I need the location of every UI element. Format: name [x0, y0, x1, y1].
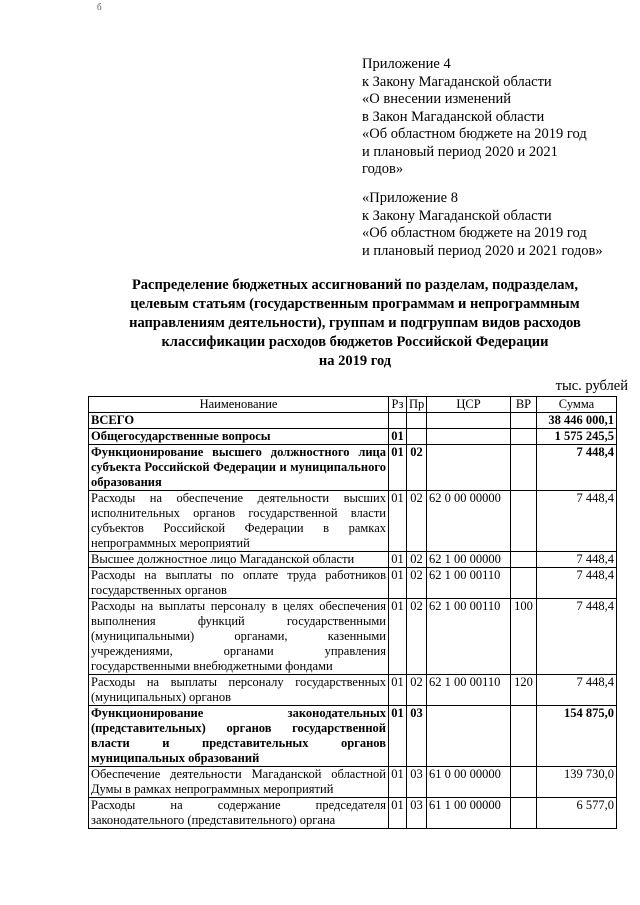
cell-pr: 02 [407, 675, 427, 706]
cell-csr: 62 1 00 00000 [427, 552, 511, 568]
cell-csr [427, 429, 511, 445]
table-header-row [89, 397, 617, 413]
col-header-csr: ЦСР [427, 397, 511, 413]
title-line: Распределение бюджетных ассигнований по разделам, подразделам, [131, 277, 579, 293]
cell-vr [511, 706, 537, 767]
cell-name: Функционирование законодательных (представительных) органов государственной власти и представительных органов муниципальных образований [89, 706, 389, 767]
cell-name: Общегосударственные вопросы [89, 429, 389, 445]
cell-rz: 01 [389, 429, 407, 445]
cell-name: Обеспечение деятельности Магаданской областной Думы в рамках непрограммных мероприятий [89, 767, 389, 798]
cell-rz: 01 [389, 599, 407, 675]
cell-pr: 03 [407, 706, 427, 767]
appendix-line: годов» [362, 161, 404, 177]
cell-pr [407, 413, 427, 429]
cell-sum: 7 448,4 [537, 491, 617, 552]
cell-csr: 62 1 00 00110 [427, 568, 511, 599]
appendix-line: в Закон Магаданской области [362, 108, 545, 125]
table-row [89, 706, 617, 767]
cell-rz [389, 413, 407, 429]
cell-rz: 01 [389, 445, 407, 491]
cell-pr: 02 [407, 491, 427, 552]
cell-pr: 02 [407, 568, 427, 599]
table-row [89, 767, 617, 798]
cell-name: Расходы на выплаты по оплате труда работников государственных органов [89, 568, 389, 599]
cell-sum: 7 448,4 [537, 552, 617, 568]
corner-mark: б [97, 2, 102, 12]
cell-sum: 154 875,0 [537, 706, 617, 767]
cell-vr [511, 568, 537, 599]
document-title [100, 276, 610, 371]
appendix-line: к Закону Магаданской области [362, 207, 552, 224]
cell-rz: 01 [389, 675, 407, 706]
cell-name: Функционирование высшего должностного лица субъекта Российской Федерации и муниципального образования [89, 445, 389, 491]
budget-table [88, 396, 617, 829]
appendix-line: «Приложение 8 [362, 190, 458, 206]
title-line: классификации расходов бюджетов Российской Федерации [161, 334, 549, 350]
cell-pr: 03 [407, 767, 427, 798]
cell-vr [511, 798, 537, 829]
cell-pr [407, 429, 427, 445]
cell-rz: 01 [389, 767, 407, 798]
appendix-line: «Об областном бюджете на 2019 год [362, 225, 587, 241]
cell-rz: 01 [389, 552, 407, 568]
table-row [89, 413, 617, 429]
col-header-sum: Сумма [537, 397, 617, 413]
table-row [89, 798, 617, 829]
cell-csr [427, 706, 511, 767]
table-row [89, 599, 617, 675]
cell-rz: 01 [389, 491, 407, 552]
appendix-8-reference [362, 190, 603, 260]
appendix-line: «О внесении изменений [362, 91, 512, 107]
cell-rz: 01 [389, 568, 407, 599]
cell-sum: 6 577,0 [537, 798, 617, 829]
cell-pr: 02 [407, 552, 427, 568]
cell-name: Расходы на выплаты персоналу в целях обеспечения выполнения функций государственными (муниципальными) органами, казенными учреждениями, органами управления государственными внебюджетными фондами [89, 599, 389, 675]
cell-vr [511, 429, 537, 445]
cell-sum: 1 575 245,5 [537, 429, 617, 445]
cell-pr: 02 [407, 599, 427, 675]
appendix-line: и плановый период 2020 и 2021 [362, 143, 558, 160]
cell-sum: 38 446 000,1 [537, 413, 617, 429]
cell-pr: 02 [407, 445, 427, 491]
cell-rz: 01 [389, 798, 407, 829]
appendix-4-reference [362, 56, 587, 179]
title-line: направлениям деятельности), группам и подгруппам видов расходов [129, 315, 581, 331]
cell-vr [511, 491, 537, 552]
col-header-pr: Пр [407, 397, 427, 413]
table-row [89, 568, 617, 599]
col-header-vr: ВР [511, 397, 537, 413]
table-body [89, 413, 617, 829]
col-header-rz: Рз [389, 397, 407, 413]
table-row [89, 491, 617, 552]
cell-name: ВСЕГО [89, 413, 389, 429]
cell-csr: 62 1 00 00110 [427, 599, 511, 675]
cell-vr [511, 413, 537, 429]
cell-name: Расходы на содержание председателя законодательного (представительного) органа [89, 798, 389, 829]
cell-csr: 61 1 00 00000 [427, 798, 511, 829]
cell-pr: 03 [407, 798, 427, 829]
cell-name: Расходы на выплаты персоналу государственных (муниципальных) органов [89, 675, 389, 706]
appendix-line: к Закону Магаданской области [362, 73, 552, 90]
cell-csr: 61 0 00 00000 [427, 767, 511, 798]
cell-csr: 62 1 00 00110 [427, 675, 511, 706]
cell-csr: 62 0 00 00000 [427, 491, 511, 552]
appendix-line: Приложение 4 [362, 56, 451, 72]
cell-vr: 100 [511, 599, 537, 675]
cell-vr [511, 445, 537, 491]
table-row [89, 445, 617, 491]
cell-sum: 7 448,4 [537, 568, 617, 599]
cell-sum: 7 448,4 [537, 675, 617, 706]
cell-csr [427, 445, 511, 491]
cell-vr: 120 [511, 675, 537, 706]
title-line: целевым статьям (государственным программам и непрограммным [130, 296, 580, 312]
title-line: на 2019 год [318, 353, 392, 369]
table-row [89, 429, 617, 445]
cell-vr [511, 767, 537, 798]
cell-name: Высшее должностное лицо Магаданской области [89, 552, 389, 568]
cell-name: Расходы на обеспечение деятельности высших исполнительных органов государственной власти субъектов Российской Федерации в рамках непрограммных мероприятий [89, 491, 389, 552]
cell-rz: 01 [389, 706, 407, 767]
appendix-line: «Об областном бюджете на 2019 год [362, 126, 587, 142]
cell-vr [511, 552, 537, 568]
appendix-line: и плановый период 2020 и 2021 годов» [362, 242, 603, 259]
units-label: тыс. рублей [555, 378, 628, 394]
cell-sum: 7 448,4 [537, 445, 617, 491]
cell-sum: 7 448,4 [537, 599, 617, 675]
table-row [89, 552, 617, 568]
col-header-name: Наименование [89, 397, 389, 413]
table-row [89, 675, 617, 706]
cell-sum: 139 730,0 [537, 767, 617, 798]
cell-csr [427, 413, 511, 429]
